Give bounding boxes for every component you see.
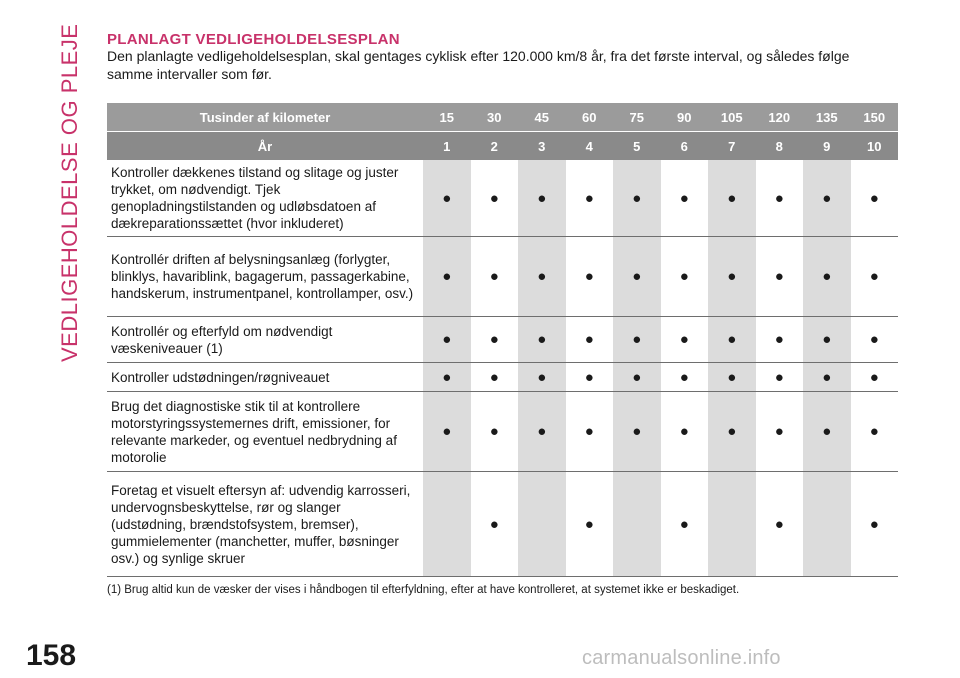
check-dot: ● bbox=[756, 237, 804, 317]
check-dot: ● bbox=[566, 160, 614, 237]
check-dot: ● bbox=[471, 237, 519, 317]
header-km-value: 105 bbox=[708, 103, 756, 132]
empty-cell bbox=[803, 472, 851, 577]
header-km-value: 15 bbox=[423, 103, 471, 132]
check-dot: ● bbox=[423, 392, 471, 472]
empty-cell bbox=[708, 472, 756, 577]
check-dot: ● bbox=[851, 317, 899, 363]
header-year-value: 1 bbox=[423, 132, 471, 161]
check-dot: ● bbox=[471, 472, 519, 577]
check-dot: ● bbox=[566, 392, 614, 472]
chapter-side-title: VEDLIGEHOLDELSE OG PLEJE bbox=[57, 23, 82, 363]
check-dot: ● bbox=[708, 392, 756, 472]
check-dot: ● bbox=[851, 392, 899, 472]
header-km-value: 75 bbox=[613, 103, 661, 132]
check-dot: ● bbox=[471, 363, 519, 392]
section-title: PLANLAGT VEDLIGEHOLDELSESPLAN bbox=[107, 31, 400, 48]
check-dot: ● bbox=[566, 472, 614, 577]
check-dot: ● bbox=[661, 472, 709, 577]
check-dot: ● bbox=[803, 392, 851, 472]
empty-cell bbox=[518, 472, 566, 577]
header-km-value: 150 bbox=[851, 103, 899, 132]
check-dot: ● bbox=[518, 363, 566, 392]
check-dot: ● bbox=[471, 160, 519, 237]
check-dot: ● bbox=[518, 160, 566, 237]
check-dot: ● bbox=[613, 363, 661, 392]
check-dot: ● bbox=[661, 160, 709, 237]
header-year-value: 8 bbox=[756, 132, 804, 161]
table-row bbox=[107, 160, 898, 237]
header-year-label: År bbox=[107, 132, 423, 161]
check-dot: ● bbox=[423, 317, 471, 363]
task-cell: Brug det diagnostiske stik til at kontrollere motorstyringssystemernes drift, emissioner, for relevante markeder, og eventuel nedbrydning af motorolie bbox=[107, 392, 423, 472]
check-dot: ● bbox=[566, 317, 614, 363]
header-year-value: 9 bbox=[803, 132, 851, 161]
table-row bbox=[107, 317, 898, 363]
table-row bbox=[107, 392, 898, 472]
schedule-body bbox=[107, 160, 898, 577]
check-dot: ● bbox=[756, 363, 804, 392]
maintenance-schedule-table bbox=[107, 103, 898, 577]
watermark: carmanualsonline.info bbox=[582, 647, 781, 669]
header-year-value: 6 bbox=[661, 132, 709, 161]
check-dot: ● bbox=[471, 392, 519, 472]
header-year-value: 2 bbox=[471, 132, 519, 161]
check-dot: ● bbox=[661, 363, 709, 392]
check-dot: ● bbox=[756, 317, 804, 363]
check-dot: ● bbox=[613, 237, 661, 317]
check-dot: ● bbox=[756, 472, 804, 577]
header-km-value: 90 bbox=[661, 103, 709, 132]
check-dot: ● bbox=[566, 363, 614, 392]
header-km-value: 45 bbox=[518, 103, 566, 132]
intro-paragraph: Den planlagte vedligeholdelsesplan, skal gentages cyklisk efter 120.000 km/8 år, fra det første interval, og således følge samme intervaller som før. bbox=[107, 48, 850, 82]
footnote: (1) Brug altid kun de væsker der vises i håndbogen til efterfyldning, efter at have kontrolleret, at systemet ikke er beskadiget. bbox=[107, 584, 740, 596]
check-dot: ● bbox=[756, 160, 804, 237]
task-cell: Kontrollér og efterfyld om nødvendigt væskeniveauer (1) bbox=[107, 317, 423, 363]
header-row-year bbox=[107, 132, 898, 161]
table-row bbox=[107, 237, 898, 317]
header-year-value: 5 bbox=[613, 132, 661, 161]
header-year-value: 10 bbox=[851, 132, 899, 161]
check-dot: ● bbox=[803, 160, 851, 237]
check-dot: ● bbox=[518, 237, 566, 317]
empty-cell bbox=[613, 472, 661, 577]
task-cell: Kontroller udstødningen/røgniveauet bbox=[107, 363, 423, 392]
check-dot: ● bbox=[423, 160, 471, 237]
check-dot: ● bbox=[708, 160, 756, 237]
page-number: 158 bbox=[26, 639, 77, 672]
check-dot: ● bbox=[708, 237, 756, 317]
header-year-value: 3 bbox=[518, 132, 566, 161]
check-dot: ● bbox=[851, 237, 899, 317]
check-dot: ● bbox=[708, 317, 756, 363]
check-dot: ● bbox=[803, 317, 851, 363]
header-year-value: 4 bbox=[566, 132, 614, 161]
check-dot: ● bbox=[661, 392, 709, 472]
check-dot: ● bbox=[803, 363, 851, 392]
check-dot: ● bbox=[851, 160, 899, 237]
table-row bbox=[107, 363, 898, 392]
header-year-value: 7 bbox=[708, 132, 756, 161]
check-dot: ● bbox=[803, 237, 851, 317]
check-dot: ● bbox=[613, 392, 661, 472]
check-dot: ● bbox=[518, 392, 566, 472]
header-row-km bbox=[107, 103, 898, 132]
check-dot: ● bbox=[471, 317, 519, 363]
check-dot: ● bbox=[661, 237, 709, 317]
header-km-value: 120 bbox=[756, 103, 804, 132]
header-km-value: 30 bbox=[471, 103, 519, 132]
check-dot: ● bbox=[423, 237, 471, 317]
check-dot: ● bbox=[661, 317, 709, 363]
check-dot: ● bbox=[613, 160, 661, 237]
check-dot: ● bbox=[851, 472, 899, 577]
task-cell: Foretag et visuelt eftersyn af: udvendig karrosseri, undervognsbeskyttelse, rør og slanger (udstødning, brændstofsystem, bremser), gummielementer (manchetter, muffer, bøsninger osv.) og synlige skruer bbox=[107, 472, 423, 577]
table-row bbox=[107, 472, 898, 577]
header-km-value: 135 bbox=[803, 103, 851, 132]
header-km-label: Tusinder af kilometer bbox=[107, 103, 423, 132]
check-dot: ● bbox=[518, 317, 566, 363]
header-km-value: 60 bbox=[566, 103, 614, 132]
check-dot: ● bbox=[613, 317, 661, 363]
empty-cell bbox=[423, 472, 471, 577]
check-dot: ● bbox=[756, 392, 804, 472]
check-dot: ● bbox=[566, 237, 614, 317]
check-dot: ● bbox=[708, 363, 756, 392]
check-dot: ● bbox=[423, 363, 471, 392]
task-cell: Kontrollér driften af belysningsanlæg (forlygter, blinklys, havariblink, bagagerum, passagerkabine, handskerum, instrumentpanel, kontrollamper, osv.) bbox=[107, 237, 423, 317]
check-dot: ● bbox=[851, 363, 899, 392]
task-cell: Kontroller dækkenes tilstand og slitage og juster trykket, om nødvendigt. Tjek genopladningstilstanden og udløbsdatoen af dækreparationssættet (hvor inkluderet) bbox=[107, 160, 423, 237]
